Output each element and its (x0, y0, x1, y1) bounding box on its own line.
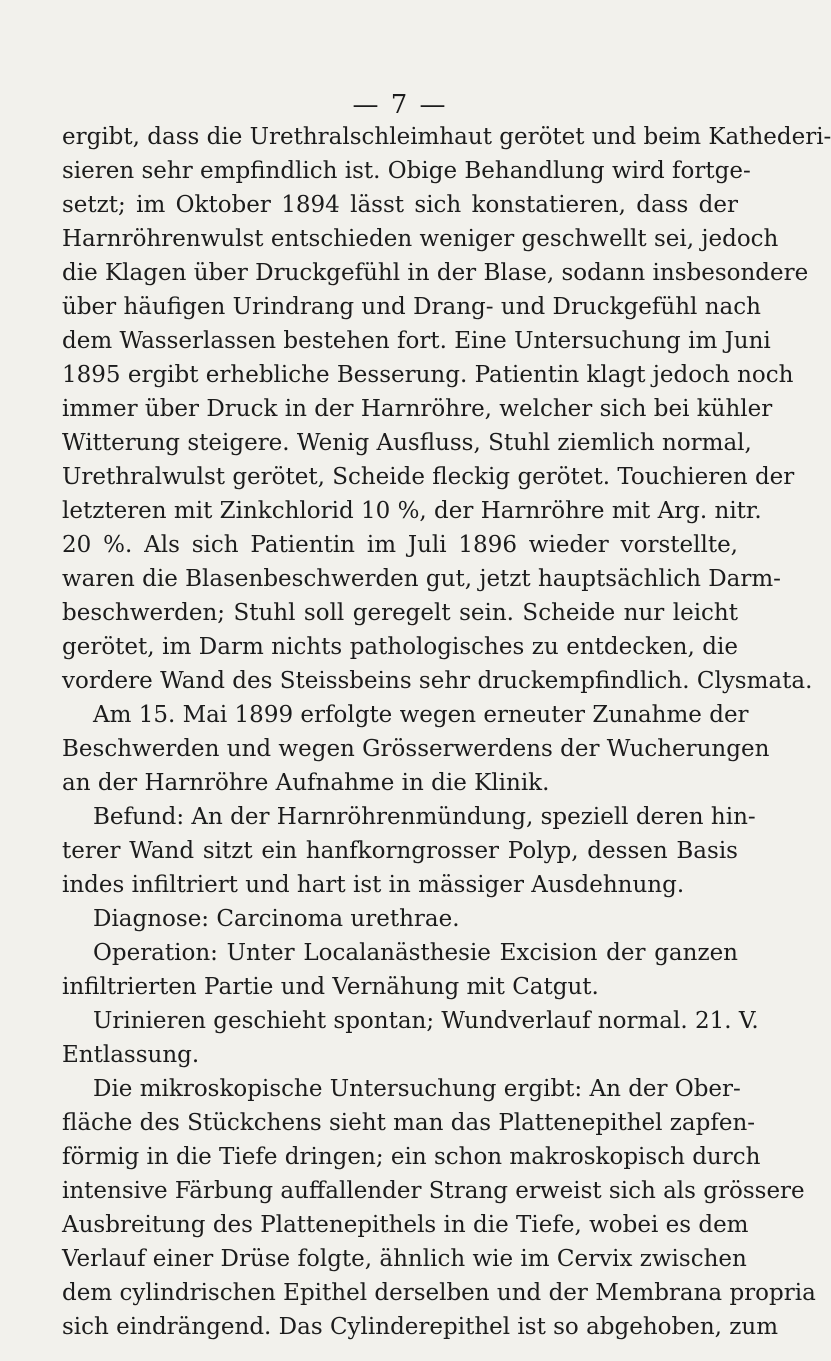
text-line: Die mikroskopische Untersuchung ergibt: An der Ober- (93, 1076, 741, 1102)
text-line: immer über Druck in der Harnröhre, welcher sich bei kühler (62, 396, 773, 422)
text-line: Ausbreitung des Plattenepithels in die Tiefe, wobei es dem (62, 1212, 749, 1238)
text-line: 20 %. Als sich Patientin im Juli 1896 wieder vorstellte, (62, 532, 738, 558)
text-line: setzt; im Oktober 1894 lässt sich konstatieren, dass der (62, 192, 738, 218)
text-line: terer Wand sitzt ein hanfkorngrosser Polyp, dessen Basis (62, 838, 738, 864)
text-line: dem Wasserlassen bestehen fort. Eine Untersuchung im Juni (62, 328, 771, 354)
text-line: die Klagen über Druckgefühl in der Blase, sodann insbesondere (62, 260, 809, 286)
text-line: Harnröhrenwulst entschieden weniger geschwellt sei, jedoch (62, 226, 779, 252)
text-line: Befund: An der Harnröhrenmündung, speziell deren hin- (93, 804, 756, 830)
text-line: Witterung steigere. Wenig Ausfluss, Stuhl ziemlich normal, (62, 430, 752, 456)
text-line: vordere Wand des Steissbeins sehr druckempfindlich. Clysmata. (62, 668, 813, 694)
text-line: Am 15. Mai 1899 erfolgte wegen erneuter Zunahme der (93, 702, 749, 728)
text-line: Operation: Unter Localanästhesie Excision der ganzen (93, 940, 738, 966)
body-text (62, 120, 831, 1344)
text-line: Beschwerden und wegen Grösserwerdens der Wucherungen (62, 736, 770, 762)
text-line: Urinieren geschieht spontan; Wundverlauf normal. 21. V. (93, 1008, 759, 1034)
text-line: an der Harnröhre Aufnahme in die Klinik. (62, 770, 550, 796)
page-number: — 7 — (352, 90, 448, 120)
text-line: letzteren mit Zinkchlorid 10 %, der Harnröhre mit Arg. nitr. (62, 498, 762, 524)
text-line: über häufigen Urindrang und Drang- und Druckgefühl nach (62, 294, 761, 320)
text-line: ergibt, dass die Urethralschleimhaut gerötet und beim Kathederi- (62, 124, 831, 150)
text-line: infiltrierten Partie und Vernähung mit Catgut. (62, 974, 599, 1000)
text-line: gerötet, im Darm nichts pathologisches zu entdecken, die (62, 634, 738, 660)
text-line: indes infiltriert und hart ist in mässiger Ausdehnung. (62, 872, 685, 898)
text-line: waren die Blasenbeschwerden gut, jetzt hauptsächlich Darm- (62, 566, 781, 592)
text-line: förmig in die Tiefe dringen; ein schon makroskopisch durch (62, 1144, 761, 1170)
text-line: beschwerden; Stuhl soll geregelt sein. Scheide nur leicht (62, 600, 738, 626)
text-line: dem cylindrischen Epithel derselben und der Membrana propria (62, 1280, 816, 1306)
text-line: sich eindrängend. Das Cylinderepithel ist so abgehoben, zum (62, 1314, 779, 1340)
text-line: fläche des Stückchens sieht man das Plattenepithel zapfen- (62, 1110, 756, 1136)
text-line: Verlauf einer Drüse folgte, ähnlich wie im Cervix zwischen (62, 1246, 747, 1272)
text-line: sieren sehr empfindlich ist. Obige Behandlung wird fortge- (62, 158, 751, 184)
text-line: intensive Färbung auffallender Strang erweist sich als grössere (62, 1178, 805, 1204)
text-line: 1895 ergibt erhebliche Besserung. Patientin klagt jedoch noch (62, 362, 794, 388)
text-line: Entlassung. (62, 1042, 200, 1068)
text-line: Diagnose: Carcinoma urethrae. (93, 906, 460, 932)
text-line: Urethralwulst gerötet, Scheide fleckig gerötet. Touchieren der (62, 464, 795, 490)
